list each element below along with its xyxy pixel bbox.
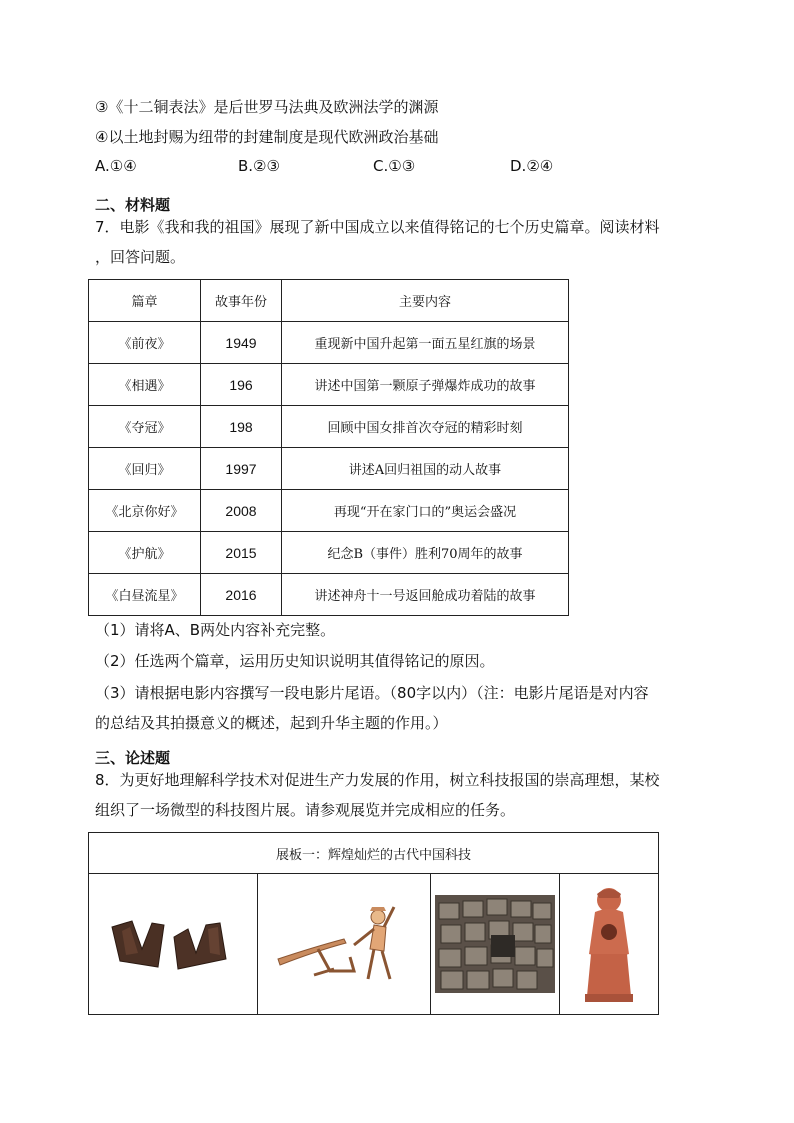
section-3-heading: 三、论述题 (95, 749, 171, 767)
section-2-heading: 二、材料题 (95, 196, 171, 214)
header-content: 主要内容 (282, 280, 569, 322)
cell-year: 2015 (201, 532, 282, 574)
table-row (89, 490, 569, 532)
cell-chapter: 《相遇》 (89, 364, 201, 406)
option-d: D.②④ (510, 157, 554, 175)
cell-year: 1949 (201, 322, 282, 364)
cell-year: 1997 (201, 448, 282, 490)
q7-sub-3-line-2: 的总结及其拍摄意义的概述，起到升华主题的作用。） (95, 714, 448, 732)
figure-cell (258, 874, 431, 1015)
cell-chapter: 《护航》 (89, 532, 201, 574)
cell-year: 196 (201, 364, 282, 406)
q6-options (95, 157, 615, 177)
q7-stem-line-2: ，回答问题。 (95, 248, 186, 266)
story-table (88, 279, 569, 616)
figure-cell (560, 874, 659, 1015)
cell-content: 重现新中国升起第一面五星红旗的场景 (282, 322, 569, 364)
cell-content: 回顾中国女排首次夺冠的精彩时刻 (282, 406, 569, 448)
table-header-row (89, 280, 569, 322)
q7-sub-1: （1）请将A、B两处内容补充完整。 (95, 621, 336, 639)
q8-stem-line-2: 组织了一场微型的科技图片展。请参观展览并完成相应的任务。 (95, 801, 516, 819)
exhibit-board-table (88, 832, 659, 1015)
cell-year: 2016 (201, 574, 282, 616)
iron-plow-tip-image (108, 909, 238, 979)
board-title: 展板一：辉煌灿烂的古代中国科技 (89, 833, 659, 874)
cell-chapter: 《夺冠》 (89, 406, 201, 448)
table-row (89, 574, 569, 616)
header-year: 故事年份 (201, 280, 282, 322)
q7-sub-3-line-1: （3）请根据电影内容撰写一段电影片尾语。（80字以内）（注：电影片尾语是对内容 (95, 684, 649, 702)
option-a: A.①④ (95, 157, 137, 175)
q7-sub-2: （2）任选两个篇章，运用历史知识说明其值得铭记的原因。 (95, 652, 495, 670)
q6-statement-3: ③《十二铜表法》是后世罗马法典及欧洲法学的渊源 (95, 98, 439, 116)
q6-statement-4: ④以土地封赐为纽带的封建制度是现代欧洲政治基础 (95, 128, 439, 146)
cell-content: 再现“开在家门口的”奥运会盛况 (282, 490, 569, 532)
table-row (89, 406, 569, 448)
curved-plow-farmer-image (274, 899, 414, 989)
cell-year: 198 (201, 406, 282, 448)
cell-content: 讲述A回归祖国的动人故事 (282, 448, 569, 490)
figure-cell (431, 874, 560, 1015)
table-row (89, 448, 569, 490)
table-row (89, 364, 569, 406)
cell-chapter: 《白昼流星》 (89, 574, 201, 616)
option-b: B.②③ (238, 157, 280, 175)
q7-stem-line-1: 7．电影《我和我的祖国》展现了新中国成立以来值得铭记的七个历史篇章。阅读材料 (95, 218, 660, 236)
table-row (89, 322, 569, 364)
pottery-figurine-image (577, 884, 641, 1004)
cell-content: 纪念B（事件）胜利70周年的故事 (282, 532, 569, 574)
table-row (89, 532, 569, 574)
cell-chapter: 《回归》 (89, 448, 201, 490)
cell-content: 讲述神舟十一号返回舱成功着陆的故事 (282, 574, 569, 616)
cell-content: 讲述中国第一颗原子弹爆炸成功的故事 (282, 364, 569, 406)
cell-chapter: 《前夜》 (89, 322, 201, 364)
figure-cell (89, 874, 258, 1015)
movable-type-image (435, 895, 555, 993)
q8-stem-line-1: 8．为更好地理解科学技术对促进生产力发展的作用，树立科技报国的崇高理想，某校 (95, 771, 660, 789)
cell-chapter: 《北京你好》 (89, 490, 201, 532)
cell-year: 2008 (201, 490, 282, 532)
header-chapter: 篇章 (89, 280, 201, 322)
option-c: C.①③ (373, 157, 416, 175)
